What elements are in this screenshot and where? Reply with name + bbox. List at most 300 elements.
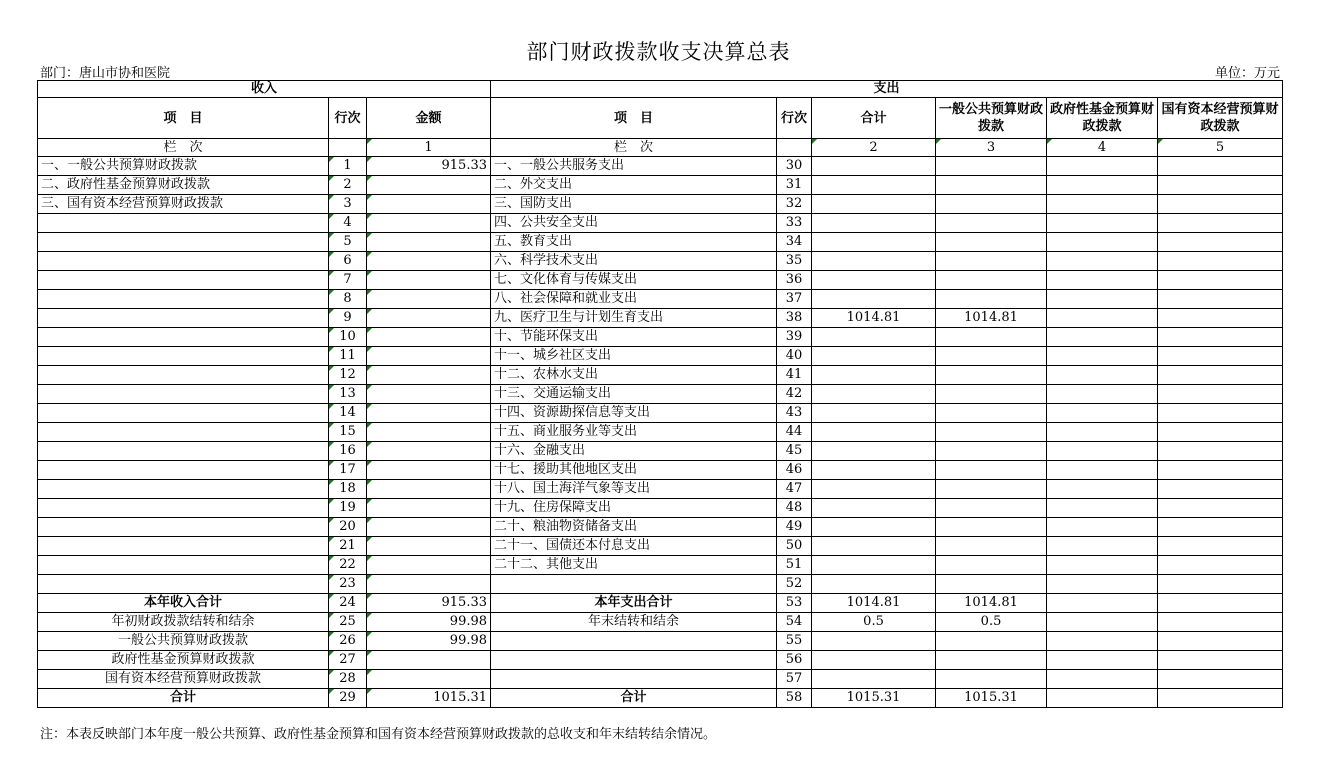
general-budget-amount: 1014.81 xyxy=(936,309,1047,328)
income-item: 一般公共预算财政拨款 xyxy=(38,632,329,651)
expense-item: 十二、农林水支出 xyxy=(491,366,777,385)
expense-total xyxy=(812,499,936,518)
expense-column-label: 栏 次 xyxy=(491,139,777,157)
expense-item: 十、节能环保支出 xyxy=(491,328,777,347)
expense-row-number: 52 xyxy=(777,575,812,594)
expense-total xyxy=(812,423,936,442)
expense-total xyxy=(812,632,936,651)
state-capital-amount xyxy=(1158,176,1283,195)
general-budget-amount xyxy=(936,632,1047,651)
income-item: 本年收入合计 xyxy=(38,594,329,613)
expense-item xyxy=(491,651,777,670)
state-capital-amount xyxy=(1158,670,1283,689)
income-amount xyxy=(367,499,491,518)
gov-fund-amount xyxy=(1047,366,1158,385)
income-row-number: 27 xyxy=(329,651,367,670)
income-row-number: 23 xyxy=(329,575,367,594)
income-row-number: 8 xyxy=(329,290,367,309)
gov-fund-amount xyxy=(1047,233,1158,252)
expense-row-number: 42 xyxy=(777,385,812,404)
income-amount xyxy=(367,404,491,423)
expense-item: 年末结转和结余 xyxy=(491,613,777,632)
table-row xyxy=(38,347,1283,366)
expense-item: 十八、国土海洋气象等支出 xyxy=(491,480,777,499)
expense-total xyxy=(812,252,936,271)
income-amount xyxy=(367,480,491,499)
income-row-number: 25 xyxy=(329,613,367,632)
income-row-number: 3 xyxy=(329,195,367,214)
expense-total xyxy=(812,214,936,233)
income-row-number: 21 xyxy=(329,537,367,556)
expense-item xyxy=(491,632,777,651)
expense-item: 十六、金融支出 xyxy=(491,442,777,461)
state-capital-amount xyxy=(1158,290,1283,309)
gov-fund-amount xyxy=(1047,442,1158,461)
income-item-header: 项 目 xyxy=(38,98,329,139)
table-row xyxy=(38,214,1283,233)
income-header: 收入 xyxy=(38,81,491,98)
gov-fund-amount xyxy=(1047,518,1158,537)
expense-total xyxy=(812,461,936,480)
general-budget-amount xyxy=(936,252,1047,271)
general-budget-amount: 0.5 xyxy=(936,613,1047,632)
table-row xyxy=(38,233,1283,252)
expense-item: 二十、粮油物资储备支出 xyxy=(491,518,777,537)
state-capital-amount xyxy=(1158,328,1283,347)
table-row xyxy=(38,518,1283,537)
footnote: 注：本表反映部门本年度一般公共预算、政府性基金预算和国有资本经营预算财政拨款的总收支和年末结转结余情况。 xyxy=(40,727,717,742)
expense-item: 五、教育支出 xyxy=(491,233,777,252)
income-item: 年初财政拨款结转和结余 xyxy=(38,613,329,632)
general-budget-amount xyxy=(936,233,1047,252)
table-row xyxy=(38,537,1283,556)
general-budget-amount xyxy=(936,157,1047,176)
expense-total xyxy=(812,556,936,575)
expense-row-number: 45 xyxy=(777,442,812,461)
gov-fund-header: 政府性基金预算财政拨款 xyxy=(1047,98,1158,139)
expense-row-number: 46 xyxy=(777,461,812,480)
state-capital-amount xyxy=(1158,157,1283,176)
income-item xyxy=(38,214,329,233)
gov-fund-amount xyxy=(1047,613,1158,632)
expense-total xyxy=(812,271,936,290)
expense-row-number: 30 xyxy=(777,157,812,176)
state-capital-amount xyxy=(1158,575,1283,594)
income-item xyxy=(38,366,329,385)
general-budget-amount xyxy=(936,385,1047,404)
expense-row-number: 41 xyxy=(777,366,812,385)
income-amount xyxy=(367,233,491,252)
table-row xyxy=(38,442,1283,461)
report-title: 部门财政拨款收支决算总表 xyxy=(526,40,791,64)
table-row xyxy=(38,670,1283,689)
expense-total xyxy=(812,670,936,689)
expense-item: 二十二、其他支出 xyxy=(491,556,777,575)
income-amount xyxy=(367,290,491,309)
income-amount xyxy=(367,537,491,556)
income-item xyxy=(38,328,329,347)
state-capital-amount xyxy=(1158,347,1283,366)
expense-row-number: 38 xyxy=(777,309,812,328)
income-row-number: 29 xyxy=(329,689,367,708)
state-capital-amount xyxy=(1158,518,1283,537)
state-capital-amount xyxy=(1158,404,1283,423)
empty-cell xyxy=(777,139,812,157)
expense-row-number: 32 xyxy=(777,195,812,214)
expense-row-number: 43 xyxy=(777,404,812,423)
income-row-number: 14 xyxy=(329,404,367,423)
table-row xyxy=(38,423,1283,442)
expense-total xyxy=(812,575,936,594)
income-item: 一、一般公共预算财政拨款 xyxy=(38,157,329,176)
budget-table xyxy=(37,80,1283,708)
general-budget-amount xyxy=(936,651,1047,670)
gov-fund-amount xyxy=(1047,651,1158,670)
income-amount xyxy=(367,176,491,195)
expense-item: 十一、城乡社区支出 xyxy=(491,347,777,366)
expense-total xyxy=(812,480,936,499)
state-capital-amount xyxy=(1158,651,1283,670)
income-row-number: 17 xyxy=(329,461,367,480)
general-budget-amount xyxy=(936,176,1047,195)
income-item: 政府性基金预算财政拨款 xyxy=(38,651,329,670)
income-row-number: 22 xyxy=(329,556,367,575)
income-item xyxy=(38,404,329,423)
expense-total xyxy=(812,518,936,537)
state-capital-amount xyxy=(1158,214,1283,233)
income-amount xyxy=(367,271,491,290)
state-capital-amount xyxy=(1158,632,1283,651)
expense-total: 0.5 xyxy=(812,613,936,632)
gov-fund-amount xyxy=(1047,347,1158,366)
gov-fund-amount xyxy=(1047,195,1158,214)
income-amount: 99.98 xyxy=(367,632,491,651)
income-amount xyxy=(367,195,491,214)
income-amount xyxy=(367,328,491,347)
expense-row-number: 50 xyxy=(777,537,812,556)
table-row xyxy=(38,594,1283,613)
table-row xyxy=(38,651,1283,670)
state-capital-amount xyxy=(1158,366,1283,385)
state-capital-amount xyxy=(1158,423,1283,442)
gov-fund-amount xyxy=(1047,385,1158,404)
expense-total xyxy=(812,176,936,195)
table-row xyxy=(38,328,1283,347)
expense-total xyxy=(812,366,936,385)
expense-header: 支出 xyxy=(491,81,1283,98)
gov-fund-amount xyxy=(1047,632,1158,651)
state-capital-header: 国有资本经营预算财政拨款 xyxy=(1158,98,1283,139)
expense-row-number: 39 xyxy=(777,328,812,347)
income-amount xyxy=(367,423,491,442)
expense-item xyxy=(491,575,777,594)
table-row xyxy=(38,480,1283,499)
gov-fund-amount xyxy=(1047,480,1158,499)
income-row-number: 18 xyxy=(329,480,367,499)
general-budget-amount xyxy=(936,442,1047,461)
general-budget-amount xyxy=(936,214,1047,233)
expense-row-number: 57 xyxy=(777,670,812,689)
income-amount xyxy=(367,556,491,575)
income-amount xyxy=(367,347,491,366)
expense-row-number: 48 xyxy=(777,499,812,518)
gov-fund-amount xyxy=(1047,328,1158,347)
state-capital-amount xyxy=(1158,613,1283,632)
header-row-column-numbers xyxy=(38,139,1283,157)
general-budget-amount xyxy=(936,195,1047,214)
income-amount xyxy=(367,461,491,480)
income-amount xyxy=(367,518,491,537)
expense-row-number: 34 xyxy=(777,233,812,252)
general-budget-amount xyxy=(936,518,1047,537)
expense-row-number: 54 xyxy=(777,613,812,632)
income-item: 三、国有资本经营预算财政拨款 xyxy=(38,195,329,214)
state-capital-amount xyxy=(1158,442,1283,461)
income-item xyxy=(38,233,329,252)
expense-row-number: 49 xyxy=(777,518,812,537)
income-rowno-header: 行次 xyxy=(329,98,367,139)
general-budget-amount xyxy=(936,366,1047,385)
gov-fund-amount xyxy=(1047,556,1158,575)
income-row-number: 28 xyxy=(329,670,367,689)
col-number-2: 2 xyxy=(812,139,936,157)
expense-row-number: 44 xyxy=(777,423,812,442)
expense-row-number: 31 xyxy=(777,176,812,195)
expense-item: 九、医疗卫生与计划生育支出 xyxy=(491,309,777,328)
income-item xyxy=(38,423,329,442)
income-item xyxy=(38,461,329,480)
table-row xyxy=(38,575,1283,594)
table-row xyxy=(38,252,1283,271)
state-capital-amount xyxy=(1158,461,1283,480)
general-budget-amount xyxy=(936,423,1047,442)
general-budget-amount xyxy=(936,404,1047,423)
expense-item: 十四、资源勘探信息等支出 xyxy=(491,404,777,423)
income-row-number: 11 xyxy=(329,347,367,366)
gov-fund-amount xyxy=(1047,537,1158,556)
gov-fund-amount xyxy=(1047,176,1158,195)
expense-item: 四、公共安全支出 xyxy=(491,214,777,233)
table-row xyxy=(38,271,1283,290)
expense-item: 本年支出合计 xyxy=(491,594,777,613)
income-amount xyxy=(367,309,491,328)
income-amount xyxy=(367,670,491,689)
income-row-number: 24 xyxy=(329,594,367,613)
gov-fund-amount xyxy=(1047,271,1158,290)
general-budget-amount xyxy=(936,537,1047,556)
expense-total xyxy=(812,328,936,347)
expense-item: 十七、援助其他地区支出 xyxy=(491,461,777,480)
income-amount: 1015.31 xyxy=(367,689,491,708)
income-amount: 915.33 xyxy=(367,157,491,176)
col-number-1: 1 xyxy=(367,139,491,157)
expense-total xyxy=(812,290,936,309)
expense-total xyxy=(812,195,936,214)
income-amount-header: 金额 xyxy=(367,98,491,139)
income-item xyxy=(38,290,329,309)
state-capital-amount xyxy=(1158,195,1283,214)
expense-row-number: 51 xyxy=(777,556,812,575)
general-budget-amount xyxy=(936,290,1047,309)
income-row-number: 6 xyxy=(329,252,367,271)
expense-total: 1015.31 xyxy=(812,689,936,708)
state-capital-amount xyxy=(1158,271,1283,290)
col-number-3: 3 xyxy=(936,139,1047,157)
general-budget-amount xyxy=(936,347,1047,366)
expense-rowno-header: 行次 xyxy=(777,98,812,139)
income-row-number: 19 xyxy=(329,499,367,518)
income-row-number: 1 xyxy=(329,157,367,176)
expense-row-number: 37 xyxy=(777,290,812,309)
income-row-number: 10 xyxy=(329,328,367,347)
income-item xyxy=(38,385,329,404)
state-capital-amount xyxy=(1158,233,1283,252)
expense-item: 二十一、国债还本付息支出 xyxy=(491,537,777,556)
state-capital-amount xyxy=(1158,252,1283,271)
state-capital-amount xyxy=(1158,689,1283,708)
income-item xyxy=(38,252,329,271)
general-budget-amount: 1014.81 xyxy=(936,594,1047,613)
income-amount xyxy=(367,252,491,271)
expense-item: 十五、商业服务业等支出 xyxy=(491,423,777,442)
general-budget-header: 一般公共预算财政拨款 xyxy=(936,98,1047,139)
expense-item: 十九、住房保障支出 xyxy=(491,499,777,518)
state-capital-amount xyxy=(1158,594,1283,613)
gov-fund-amount xyxy=(1047,423,1158,442)
table-row xyxy=(38,309,1283,328)
expense-row-number: 33 xyxy=(777,214,812,233)
income-amount xyxy=(367,575,491,594)
gov-fund-amount xyxy=(1047,499,1158,518)
table-row xyxy=(38,290,1283,309)
table-row xyxy=(38,385,1283,404)
gov-fund-amount xyxy=(1047,252,1158,271)
table-row xyxy=(38,689,1283,708)
income-item xyxy=(38,347,329,366)
expense-row-number: 53 xyxy=(777,594,812,613)
income-row-number: 5 xyxy=(329,233,367,252)
general-budget-amount xyxy=(936,556,1047,575)
expense-item: 十三、交通运输支出 xyxy=(491,385,777,404)
state-capital-amount xyxy=(1158,499,1283,518)
income-amount: 99.98 xyxy=(367,613,491,632)
expense-total: 1014.81 xyxy=(812,309,936,328)
expense-total xyxy=(812,404,936,423)
expense-total xyxy=(812,157,936,176)
expense-item: 二、外交支出 xyxy=(491,176,777,195)
expense-item xyxy=(491,670,777,689)
expense-item: 八、社会保障和就业支出 xyxy=(491,290,777,309)
expense-item: 一、一般公共服务支出 xyxy=(491,157,777,176)
income-item xyxy=(38,518,329,537)
header-row-columns xyxy=(38,98,1283,139)
income-row-number: 7 xyxy=(329,271,367,290)
expense-row-number: 36 xyxy=(777,271,812,290)
income-amount xyxy=(367,651,491,670)
expense-row-number: 40 xyxy=(777,347,812,366)
state-capital-amount xyxy=(1158,537,1283,556)
gov-fund-amount xyxy=(1047,689,1158,708)
income-amount xyxy=(367,366,491,385)
gov-fund-amount xyxy=(1047,670,1158,689)
general-budget-amount xyxy=(936,499,1047,518)
income-item: 国有资本经营预算财政拨款 xyxy=(38,670,329,689)
expense-total: 1014.81 xyxy=(812,594,936,613)
expense-item: 三、国防支出 xyxy=(491,195,777,214)
state-capital-amount xyxy=(1158,556,1283,575)
expense-item: 六、科学技术支出 xyxy=(491,252,777,271)
table-row xyxy=(38,176,1283,195)
income-row-number: 26 xyxy=(329,632,367,651)
income-amount xyxy=(367,385,491,404)
expense-item: 合计 xyxy=(491,689,777,708)
expense-total xyxy=(812,347,936,366)
expense-row-number: 55 xyxy=(777,632,812,651)
state-capital-amount xyxy=(1158,385,1283,404)
income-item xyxy=(38,309,329,328)
general-budget-amount xyxy=(936,670,1047,689)
income-item xyxy=(38,442,329,461)
expense-item: 七、文化体育与传媒支出 xyxy=(491,271,777,290)
general-budget-amount: 1015.31 xyxy=(936,689,1047,708)
state-capital-amount xyxy=(1158,480,1283,499)
header-row-sections xyxy=(38,81,1283,98)
income-item: 合计 xyxy=(38,689,329,708)
income-item xyxy=(38,480,329,499)
expense-total xyxy=(812,233,936,252)
income-row-number: 16 xyxy=(329,442,367,461)
income-row-number: 15 xyxy=(329,423,367,442)
expense-row-number: 35 xyxy=(777,252,812,271)
gov-fund-amount xyxy=(1047,594,1158,613)
department-label: 部门：唐山市协和医院 xyxy=(40,66,171,81)
income-item xyxy=(38,537,329,556)
empty-cell xyxy=(329,139,367,157)
income-amount xyxy=(367,214,491,233)
income-amount xyxy=(367,442,491,461)
income-row-number: 13 xyxy=(329,385,367,404)
income-row-number: 9 xyxy=(329,309,367,328)
income-column-label: 栏 次 xyxy=(38,139,329,157)
table-row xyxy=(38,556,1283,575)
col-number-4: 4 xyxy=(1047,139,1158,157)
expense-total xyxy=(812,385,936,404)
income-row-number: 2 xyxy=(329,176,367,195)
income-item: 二、政府性基金预算财政拨款 xyxy=(38,176,329,195)
expense-row-number: 56 xyxy=(777,651,812,670)
income-item xyxy=(38,499,329,518)
general-budget-amount xyxy=(936,271,1047,290)
general-budget-amount xyxy=(936,480,1047,499)
gov-fund-amount xyxy=(1047,214,1158,233)
table-row xyxy=(38,632,1283,651)
table-row xyxy=(38,157,1283,176)
table-row xyxy=(38,499,1283,518)
income-row-number: 20 xyxy=(329,518,367,537)
table-row xyxy=(38,613,1283,632)
income-row-number: 12 xyxy=(329,366,367,385)
income-item xyxy=(38,271,329,290)
table-row xyxy=(38,366,1283,385)
expense-total xyxy=(812,651,936,670)
unit-label: 单位：万元 xyxy=(1214,66,1280,81)
expense-row-number: 47 xyxy=(777,480,812,499)
expense-item-header: 项 目 xyxy=(491,98,777,139)
income-amount: 915.33 xyxy=(367,594,491,613)
expense-total xyxy=(812,442,936,461)
col-number-5: 5 xyxy=(1158,139,1283,157)
income-row-number: 4 xyxy=(329,214,367,233)
